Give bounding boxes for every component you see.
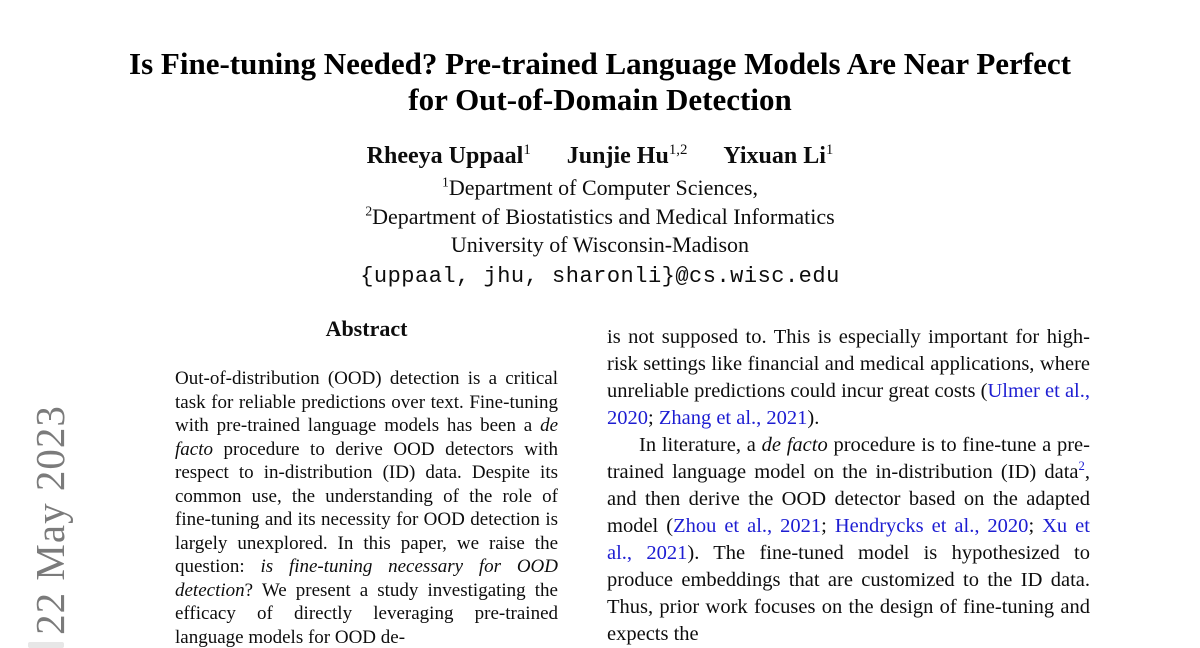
text-run: de facto bbox=[175, 415, 558, 460]
text-run: Yixuan Li bbox=[723, 143, 826, 169]
citation-link[interactable]: Ulmer et al., 2020 bbox=[607, 380, 1090, 429]
affil-marker: 2 bbox=[365, 203, 373, 219]
text-run: ). The fine-tuned model is hypothesized to produce embeddings that are customized to the ID data. Thus, prior work focuses on the design of fine-tuning and expects the bbox=[607, 542, 1090, 645]
text-run bbox=[687, 143, 723, 169]
body-paragraph-2 bbox=[607, 432, 1090, 648]
affiliation-line-3: University of Wisconsin-Madison bbox=[450, 232, 750, 257]
text-run: is not supposed to. This is especially important for high-risk settings like financial and medical applications, where unreliable predictions could incur great costs ( bbox=[607, 326, 1090, 402]
text-run bbox=[531, 143, 567, 169]
text-run: Junjie Hu bbox=[566, 143, 669, 169]
text-run: Rheeya Uppaal bbox=[366, 143, 524, 169]
left-column bbox=[150, 316, 558, 648]
text-run: , and then derive the OOD detector based on the adapted model ( bbox=[607, 461, 1090, 537]
text-run: In literature, a bbox=[639, 434, 762, 456]
citation-link[interactable]: Xu et al., 2021 bbox=[607, 515, 1090, 564]
text-run: Department of Computer Sciences, bbox=[448, 175, 758, 200]
abstract-heading: Abstract bbox=[325, 316, 408, 341]
text-run: procedure is to fine-tune a pre-trained language model on the in-distribution (ID) data bbox=[607, 434, 1090, 483]
author-affil-marker: 1,2 bbox=[668, 142, 688, 158]
arxiv-date-watermark: 22 May 2023 bbox=[27, 405, 73, 635]
affiliation-line-1 bbox=[100, 174, 1100, 203]
right-column bbox=[607, 324, 1090, 648]
citation-link[interactable]: Zhang et al., 2021 bbox=[658, 407, 808, 429]
abstract-text bbox=[175, 367, 558, 648]
affil-marker: 1 bbox=[442, 174, 449, 190]
citation-link[interactable]: Hendrycks et al., 2020 bbox=[834, 515, 1029, 537]
author-affil-marker: 1 bbox=[523, 142, 531, 158]
text-run: ? We present a study investigating the efficacy of directly leveraging pre-trained language models for OOD de- bbox=[175, 579, 558, 648]
body-paragraph-1 bbox=[607, 324, 1090, 432]
paper-title bbox=[100, 46, 1100, 118]
author-affil-marker: 1 bbox=[825, 142, 834, 158]
citation-link[interactable]: Zhou et al., 2021 bbox=[673, 515, 822, 537]
footnote-ref-2[interactable]: 2 bbox=[1078, 459, 1085, 474]
text-run: procedure to derive OOD detectors with respect to in-distribution (ID) data. Despite its common use, the understanding of the role of fine-tuning and its necessity for OOD detection is largely unexplored. In this paper, we raise the question: bbox=[175, 438, 558, 577]
affiliation-line-2 bbox=[100, 203, 1100, 232]
arxiv-stamp-edge bbox=[28, 642, 64, 648]
text-run: de facto bbox=[761, 434, 828, 456]
text-run: ; bbox=[648, 407, 659, 429]
text-run: Out-of-distribution (OOD) detection is a critical task for reliable predictions over text. Fine-tuning with pre-trained language models has been a bbox=[175, 368, 558, 436]
paper-title-line2: for Out-of-Domain Detection bbox=[408, 82, 792, 117]
text-run: ; bbox=[1028, 515, 1043, 537]
text-run: ). bbox=[807, 407, 820, 429]
text-run: ; bbox=[821, 515, 835, 537]
paper-title-line1: Is Fine-tuning Needed? Pre-trained Language Models Are Near Perfect bbox=[129, 46, 1071, 81]
title-block bbox=[100, 46, 1100, 290]
text-run: is fine-tuning necessary for OOD detection bbox=[175, 556, 558, 601]
contact-email: {uppaal, jhu, sharonli}@cs.wisc.edu bbox=[360, 263, 840, 289]
text-run: Department of Biostatistics and Medical Informatics bbox=[372, 203, 835, 229]
authors-line bbox=[100, 142, 1100, 170]
